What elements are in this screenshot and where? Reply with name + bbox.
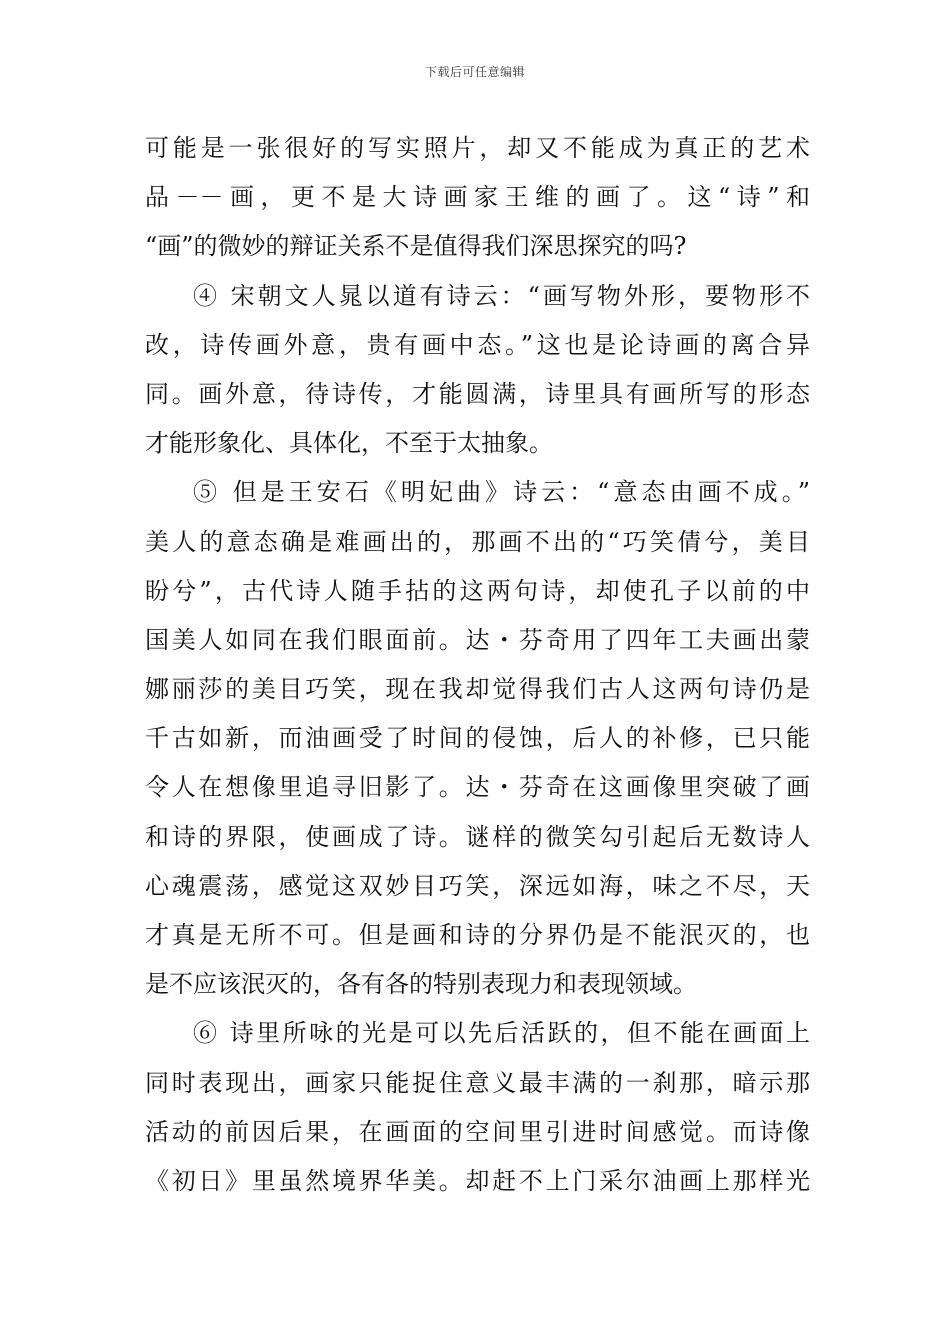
text-line: 心魂震荡，感觉这双妙目巧笑，深远如海，味之不尽，天 bbox=[145, 871, 810, 900]
text-line: “画”的微妙的辩证关系不是值得我们深思探究的吗? bbox=[145, 232, 687, 261]
text-line: ④ 宋朝文人晁以道有诗云：“画写物外形，要物形不 bbox=[193, 281, 810, 310]
text-line: 娜丽莎的美目巧笑，现在我却觉得我们古人这两句诗仍是 bbox=[145, 675, 810, 704]
text-line: 才真是无所不可。但是画和诗的分界仍是不能泯灭的，也 bbox=[145, 921, 810, 949]
text-line: 同。画外意，待诗传，才能圆满，诗里具有画所写的形态 bbox=[145, 379, 810, 408]
text-line: 可能是一张很好的写实照片，却又不能成为真正的艺术 bbox=[145, 134, 810, 162]
paragraph-4 bbox=[145, 272, 810, 469]
text-line: 品－－画，更不是大诗画家王维的画了。这“诗”和 bbox=[145, 183, 810, 212]
text-line: 千古如新，而油画受了时间的侵蚀，后人的补修，已只能 bbox=[145, 724, 810, 753]
paragraph-continuation bbox=[145, 124, 810, 272]
text-line: ⑤ 但是王安石《明妃曲》诗云：“意态由画不成。” bbox=[193, 478, 810, 507]
text-line: 同时表现出，画家只能捉住意义最丰满的一刹那，暗示那 bbox=[145, 1068, 810, 1097]
document-body bbox=[145, 124, 810, 1206]
page-header: 下载后可任意编辑 bbox=[424, 65, 525, 79]
text-line: 改，诗传画外意，贵有画中态。”这也是论诗画的离合异 bbox=[145, 330, 810, 359]
text-line: 《初日》里虽然境界华美。却赶不上门采尔油画上那样光 bbox=[145, 1166, 810, 1195]
text-line: 令人在想像里追寻旧影了。达・芬奇在这画像里突破了画 bbox=[145, 773, 810, 802]
text-line: 才能形象化、具体化，不至于太抽象。 bbox=[145, 429, 553, 458]
text-line: 国美人如同在我们眼面前。达・芬奇用了四年工夫画出蒙 bbox=[145, 625, 810, 654]
text-line: ⑥ 诗里所咏的光是可以先后活跃的，但不能在画面上 bbox=[193, 1019, 810, 1048]
text-line: 和诗的界限，使画成了诗。谜样的微笑勾引起后无数诗人 bbox=[145, 822, 810, 851]
text-line: 是不应该泯灭的，各有各的特别表现力和表现领域。 bbox=[145, 970, 697, 999]
text-line: 活动的前因后果，在画面的空间里引进时间感觉。而诗像 bbox=[145, 1117, 810, 1146]
text-line: 盼兮”，古代诗人随手拈的这两句诗，却使孔子以前的中 bbox=[145, 576, 810, 605]
paragraph-6 bbox=[145, 1009, 810, 1206]
paragraph-5 bbox=[145, 468, 810, 1009]
text-line: 美人的意态确是难画出的，那画不出的“巧笑倩兮，美目 bbox=[145, 527, 810, 556]
